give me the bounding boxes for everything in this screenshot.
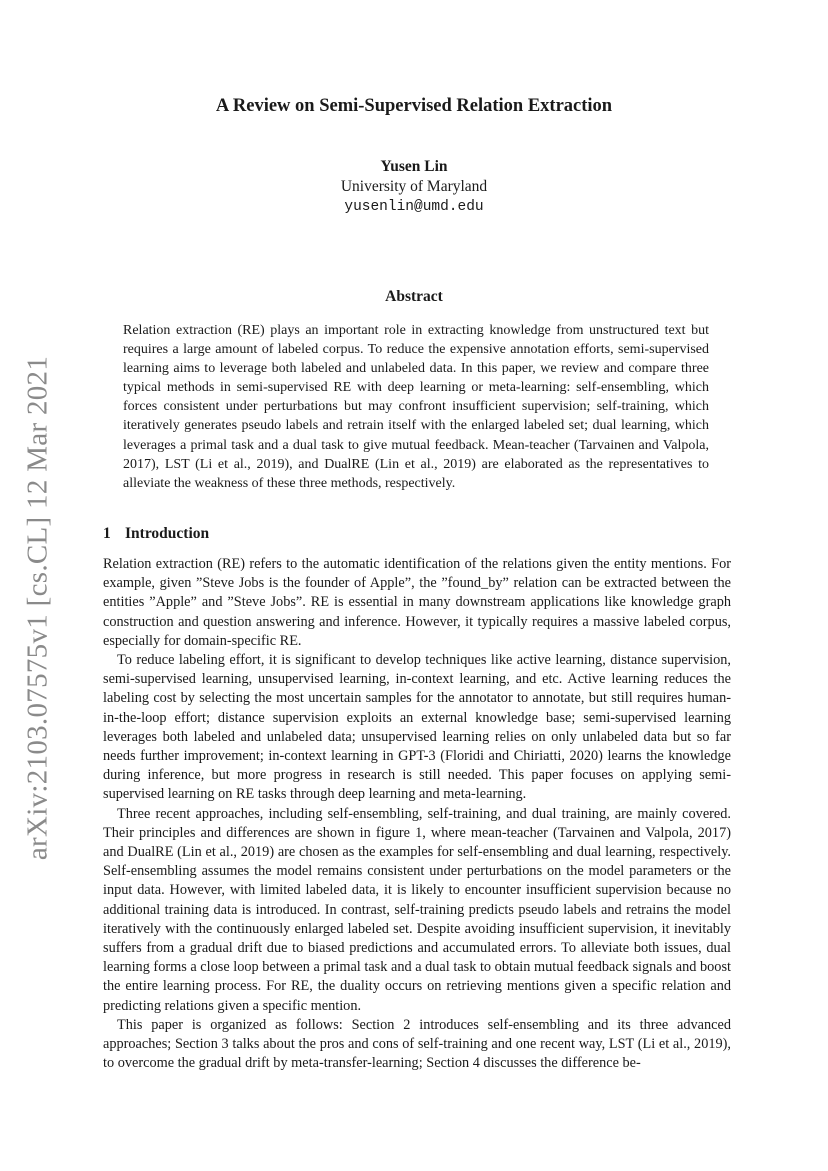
body-paragraph: Three recent approaches, including self-ensembling, self-training, and dual training, are mainly covered. Their principles and differences are shown in figure 1, where mean-teacher (Tarvainen and Valpola, 2017) and DualRE (Lin et al., 2019) are chosen as the examples for self-ensembling and dual learning, respectively. Self-ensembling assumes the model remains consistent under perturbations on the model parameters or the input data. However, with limited labeled data, it is likely to encounter insufficient supervision because no additional training data is introduced. In contrast, self-training predicts pseudo labels and retrains the model iteratively with the continuously enlarged labeled set. Despite avoiding insufficient supervision, it inevitably suffers from a gradual drift due to biased predictions and accumulated errors. To alleviate both issues, dual learning forms a close loop between a primal task and a dual task to obtain mutual feedback signals and boost the entire learning process. For RE, the duality occurs on retrieving mentions given a specific relation and predicting relations given a specific mention. bbox=[103, 805, 731, 1014]
author-email: yusenlin@umd.edu bbox=[344, 199, 484, 215]
arxiv-identifier-stamp: arXiv:2103.07575v1 [cs.CL] 12 Mar 2021 bbox=[21, 355, 54, 861]
body-paragraph: To reduce labeling effort, it is significant to develop techniques like active learning, distance supervision, semi-supervised learning, unsupervised learning, in-context learning, and etc. Active learning reduces the labeling cost by selecting the most uncertain samples for the annotator to annotate, but still requires human-in-the-loop effort; distance supervision exploits an external knowledge base; semi-supervised learning leverages both labeled and unlabeled data; unsupervised learning relies on only unlabeled data but so far needs further improvement; in-context learning in GPT-3 (Floridi and Chiriatti, 2020) learns the knowledge during inference, but more progress in research is still needed. This paper focuses on applying semi-supervised learning on RE tasks through deep learning and meta-learning. bbox=[103, 652, 731, 803]
body-paragraph: Relation extraction (RE) refers to the automatic identification of the relations given the entity mentions. For example, given ”Steve Jobs is the founder of Apple”, the ”found_by” relation can be extracted between the entities ”Apple” and ”Steve Jobs”. RE is essential in many downstream applications like knowledge graph construction and question answering and inference. However, it typically requires a massive labeled corpus, especially for domain-specific RE. bbox=[103, 556, 731, 649]
abstract-text: Relation extraction (RE) plays an important role in extracting knowledge from unstructured text but requires a large amount of labeled corpus. To reduce the expensive annotation efforts, semi-supervised learning aims to leverage both labeled and unlabeled data. In this paper, we review and compare three typical methods in semi-supervised RE with deep learning or meta-learning: self-ensembling, which forces consistent under perturbations but may confront insufficient supervision; self-training, which iteratively generates pseudo labels and retrain itself with the enlarged labeled set; dual learning, which leverages a primal task and a dual task to give mutual feedback. Mean-teacher (Tarvainen and Valpola, 2017), LST (Li et al., 2019), and DualRE (Lin et al., 2019) are elaborated as the representatives to alleviate the weakness of these three methods, respectively. bbox=[123, 323, 709, 491]
section-body bbox=[103, 555, 731, 1073]
section-number: 1 bbox=[103, 525, 111, 542]
paper-title: A Review on Semi-Supervised Relation Extraction bbox=[215, 96, 613, 116]
body-paragraph: This paper is organized as follows: Section 2 introduces self-ensembling and its three advanced approaches; Section 3 talks about the pros and cons of self-training and one recent way, LST (Li et al., 2019), to overcome the gradual drift by meta-transfer-learning; Section 4 discusses the difference be- bbox=[103, 1016, 731, 1072]
section-heading bbox=[103, 525, 209, 543]
author-block bbox=[0, 157, 828, 217]
section-title: Introduction bbox=[125, 525, 210, 542]
author-affiliation: University of Maryland bbox=[340, 178, 488, 195]
abstract-heading: Abstract bbox=[385, 288, 443, 305]
author-name: Yusen Lin bbox=[380, 158, 448, 175]
